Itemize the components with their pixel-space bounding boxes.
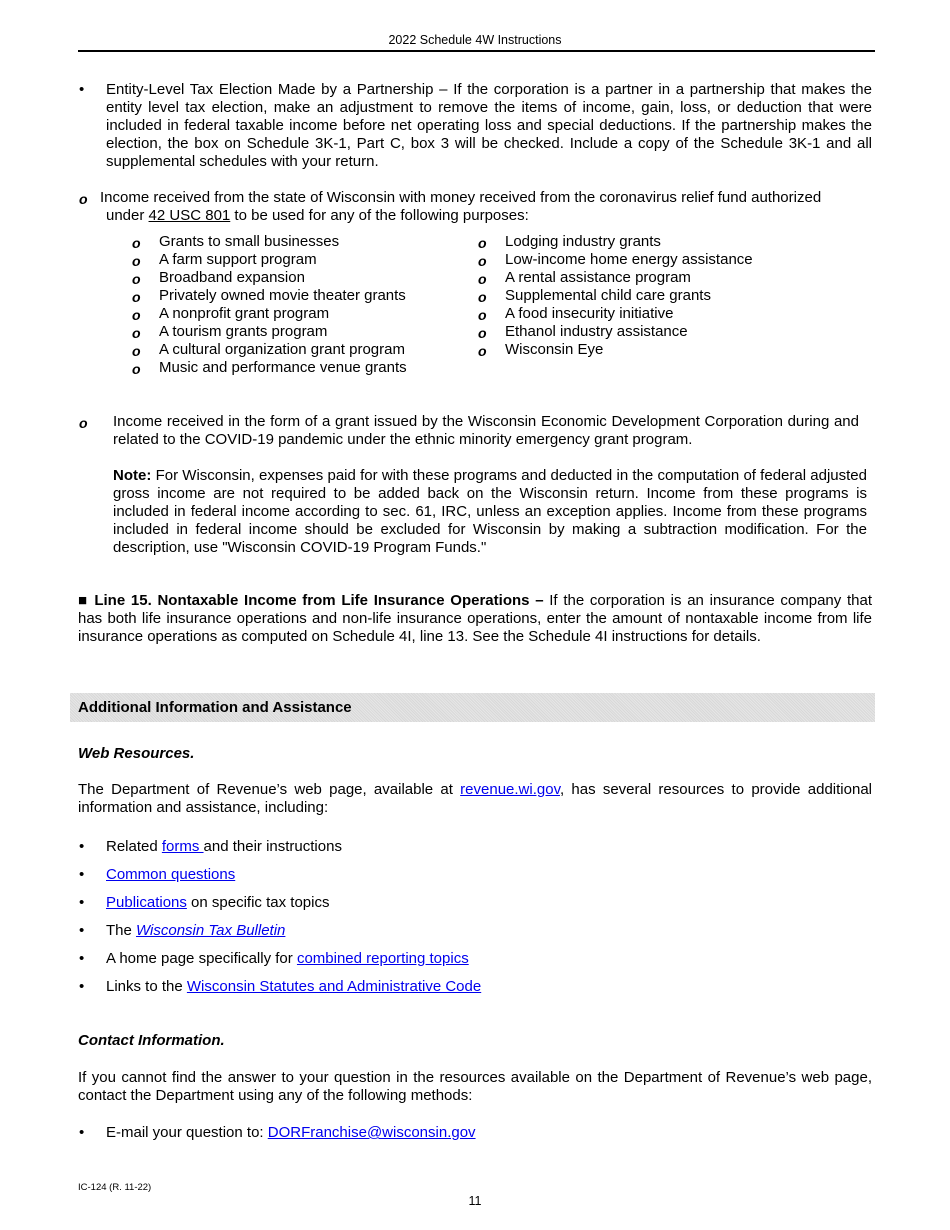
web-intro-post: , has several resources to provide additional information and assistance, including: <box>78 781 872 816</box>
resource-forms-post: and their instructions <box>203 838 342 855</box>
contact-intro-paragraph: If you cannot find the answer to your question in the resources available on the Department of Revenue’s web page, contact the Department using any of the following methods: <box>78 1069 872 1104</box>
statutes-link[interactable]: Wisconsin Statutes and Administrative Code <box>186 978 482 995</box>
email-link[interactable]: DORFranchise@wisconsin.gov <box>267 1124 476 1141</box>
coronavirus-line2-post: to be used for any of the following purposes: <box>230 207 529 224</box>
circle-bullet-icon: o <box>478 271 487 287</box>
purpose-item: A food insecurity initiative <box>505 305 674 322</box>
purpose-item: Supplemental child care grants <box>505 287 711 304</box>
circle-bullet-icon: o <box>478 235 487 251</box>
purpose-item: A tourism grants program <box>159 323 328 340</box>
section-title: Additional Information and Assistance <box>78 699 352 716</box>
coronavirus-line2-pre: under <box>106 207 149 224</box>
resource-statutes-pre: Links to the <box>106 978 187 995</box>
resource-statutes <box>106 978 481 996</box>
revenue-site-link[interactable]: revenue.wi.gov <box>460 781 560 798</box>
note-label: Note: <box>113 467 152 484</box>
circle-bullet-icon: o <box>478 289 487 305</box>
contact-heading: Contact Information. <box>78 1032 225 1049</box>
bullet-icon: • <box>79 838 85 855</box>
purpose-item: Ethanol industry assistance <box>505 323 688 340</box>
web-intro-paragraph <box>78 781 872 817</box>
circle-bullet-icon: o <box>79 191 88 207</box>
web-resources-heading: Web Resources. <box>78 745 195 762</box>
line15-paragraph <box>78 592 872 646</box>
header-rule <box>78 50 875 52</box>
circle-bullet-icon: o <box>79 415 88 431</box>
bullet-icon: • <box>79 894 85 911</box>
line15-heading: ■ Line 15. Nontaxable Income from Life Insurance Operations – <box>78 592 544 609</box>
circle-bullet-icon: o <box>478 307 487 323</box>
bullet-icon: • <box>79 922 85 939</box>
purpose-item: A nonprofit grant program <box>159 305 330 322</box>
tax-bulletin-link[interactable]: Wisconsin Tax Bulletin <box>136 922 286 939</box>
bullet-icon: • <box>79 1124 85 1141</box>
resource-combined-pre: A home page specifically for <box>106 950 297 967</box>
wedc-paragraph: Income received in the form of a grant issued by the Wisconsin Economic Development Corporation during and related to the COVID-19 pandemic under the ethnic minority emergency grant program. <box>113 413 859 448</box>
publications-link[interactable]: Publications <box>106 894 187 911</box>
resource-tax-bulletin-pre: The <box>106 922 137 939</box>
resource-forms <box>106 838 342 856</box>
bullet-icon: • <box>79 81 85 98</box>
web-intro-pre: The Department of Revenue’s web page, available at <box>78 781 461 798</box>
purpose-item: Privately owned movie theater grants <box>159 287 406 304</box>
forms-link[interactable]: forms <box>161 838 204 855</box>
page-number: 11 <box>468 1194 482 1208</box>
page-header-title: 2022 Schedule 4W Instructions <box>388 33 562 47</box>
purpose-item: Low-income home energy assistance <box>505 251 753 268</box>
coronavirus-line1: Income received from the state of Wisconsin with money received from the coronavirus relief fund authorized <box>100 189 822 206</box>
bullet-icon: • <box>79 978 85 995</box>
resource-combined-reporting <box>106 950 469 968</box>
circle-bullet-icon: o <box>132 289 141 305</box>
resource-publications-post: on specific tax topics <box>186 894 330 911</box>
circle-bullet-icon: o <box>132 325 141 341</box>
resource-common-questions <box>106 866 235 884</box>
note-text: For Wisconsin, expenses paid for with these programs and deducted in the computation of federal adjusted gross income are not required to be added back on the Wisconsin return. Income from these programs is included in federal income according to sec. 61, IRC, unless an exception applies. Income from these programs included in federal income should be excluded for Wisconsin by making a subtraction modification. For the description, use "Wisconsin COVID-19 Program Funds." <box>113 467 867 556</box>
email-pre: E-mail your question to: <box>106 1124 268 1141</box>
circle-bullet-icon: o <box>132 235 141 251</box>
purpose-item: Grants to small businesses <box>159 233 340 250</box>
circle-bullet-icon: o <box>132 343 141 359</box>
note-paragraph <box>113 467 867 557</box>
entity-level-paragraph: Entity-Level Tax Election Made by a Partnership – If the corporation is a partner in a partnership that makes the entity level tax election, make an adjustment to remove the items of income, gain, loss, or deduction that were included in federal taxable income before net operating loss and special deductions. If the partnership makes the election, the box on Schedule 3K-1, Part C, box 3 will be checked. Include a copy of the Schedule 3K-1 and all supplemental schedules with your return. <box>106 81 872 170</box>
resource-forms-pre: Related <box>106 838 162 855</box>
circle-bullet-icon: o <box>478 343 487 359</box>
purpose-item: Music and performance venue grants <box>159 359 407 376</box>
circle-bullet-icon: o <box>132 253 141 269</box>
email-item <box>106 1124 476 1142</box>
line15-text: If the corporation is an insurance company that has both life insurance operations and non-life insurance operations, enter the amount of nontaxable income from life insurance operations as computed on Schedule 4I, line 13. See the Schedule 4I instructions for details. <box>78 592 872 645</box>
circle-bullet-icon: o <box>132 271 141 287</box>
resource-publications <box>106 894 329 912</box>
purpose-item: Wisconsin Eye <box>505 341 604 358</box>
coronavirus-line2 <box>106 207 529 225</box>
purpose-item: Lodging industry grants <box>505 233 661 250</box>
circle-bullet-icon: o <box>478 325 487 341</box>
circle-bullet-icon: o <box>132 307 141 323</box>
bullet-icon: • <box>79 950 85 967</box>
purpose-item: A rental assistance program <box>505 269 691 286</box>
resource-tax-bulletin <box>106 922 285 940</box>
purpose-item: A farm support program <box>159 251 317 268</box>
purpose-item: A cultural organization grant program <box>159 341 405 358</box>
circle-bullet-icon: o <box>132 361 141 377</box>
usc-link[interactable]: 42 USC 801 <box>148 207 231 224</box>
combined-reporting-link[interactable]: combined reporting topics <box>296 950 469 967</box>
bullet-icon: • <box>79 866 85 883</box>
common-questions-link[interactable]: Common questions <box>106 866 236 883</box>
purpose-item: Broadband expansion <box>159 269 305 286</box>
circle-bullet-icon: o <box>478 253 487 269</box>
form-code: IC-124 (R. 11-22) <box>78 1182 152 1193</box>
